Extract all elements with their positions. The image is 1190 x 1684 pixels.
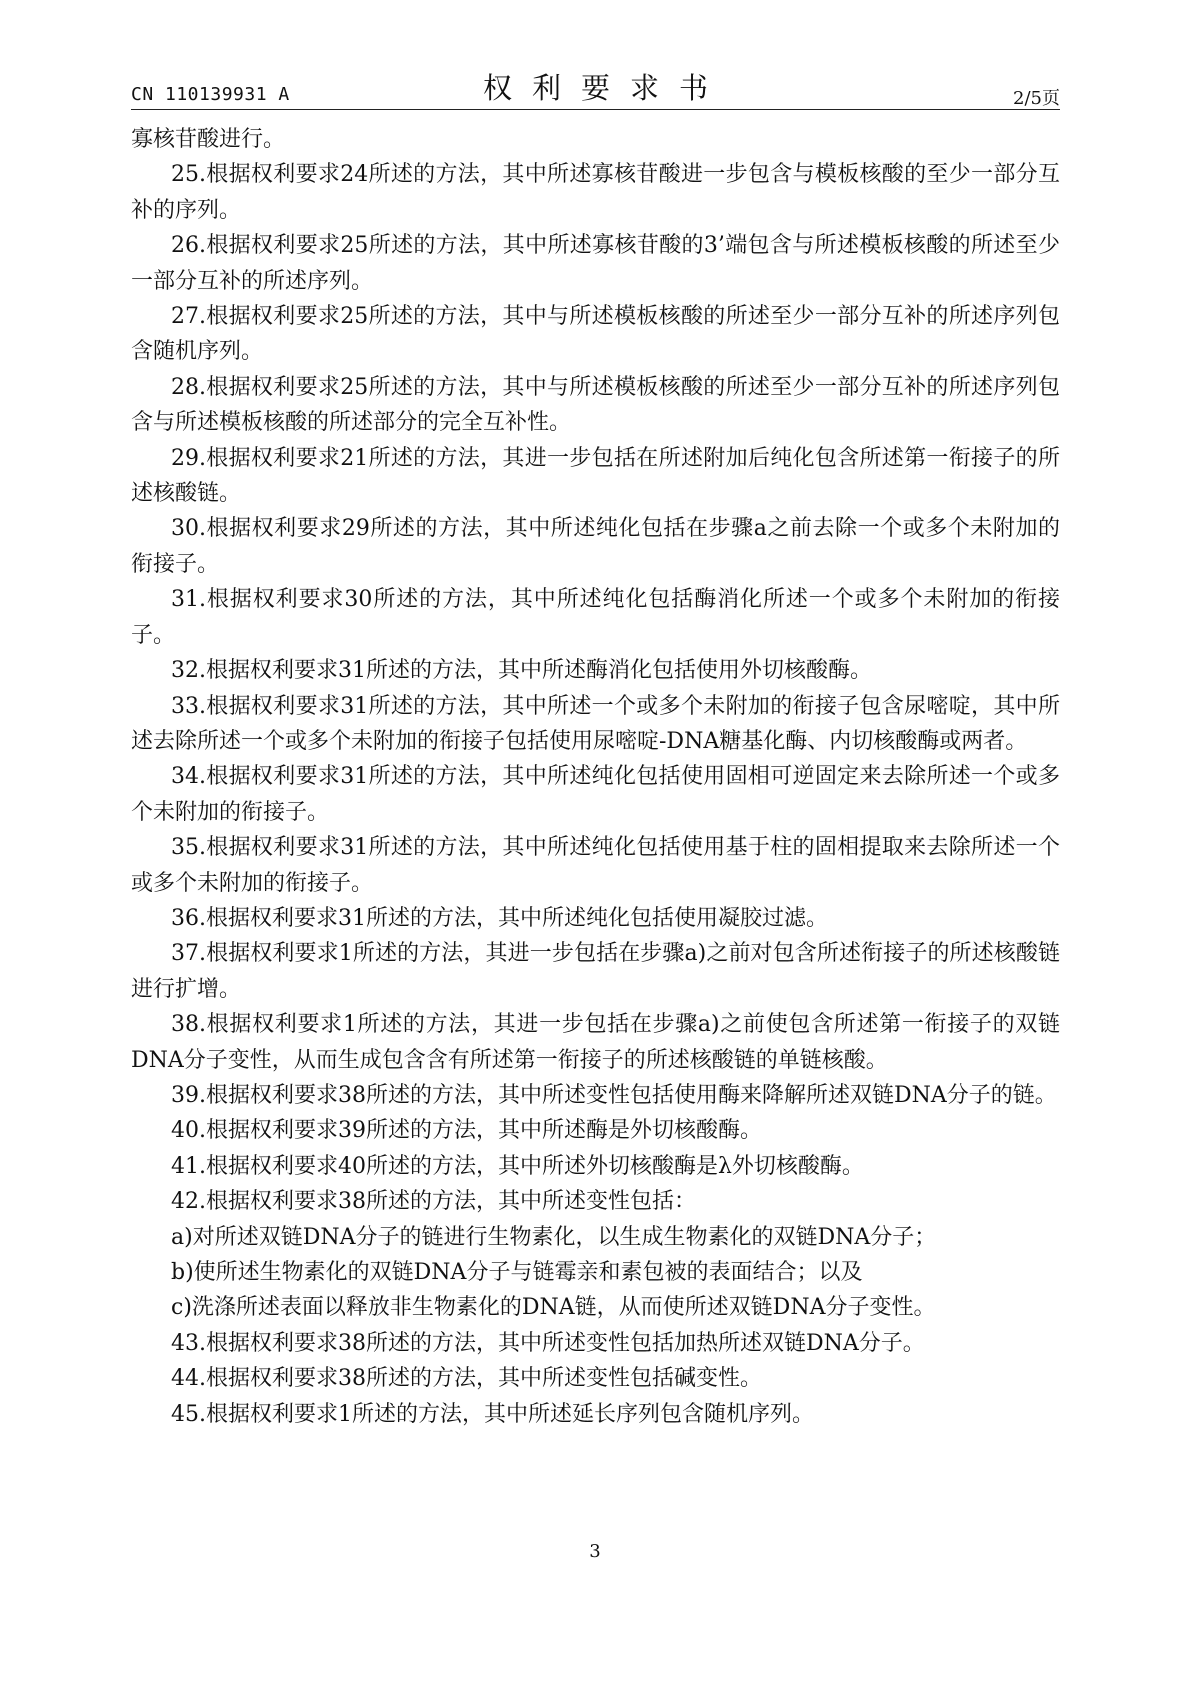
claim-paragraph: 43.根据权利要求38所述的方法，其中所述变性包括加热所述双链DNA分子。 [171, 1330, 925, 1356]
claim-paragraph: 39.根据权利要求38所述的方法，其中所述变性包括使用酶来降解所述双链DNA分子的链。 [171, 1082, 1057, 1108]
continued-paragraph: 寡核苷酸进行。 [131, 127, 286, 152]
claim-paragraph: 32.根据权利要求31所述的方法，其中所述酶消化包括使用外切核酸酶。 [171, 658, 872, 684]
claim-paragraph: 36.根据权利要求31所述的方法，其中所述纯化包括使用凝胶过滤。 [171, 905, 828, 931]
claim-paragraph: 38.根据权利要求1所述的方法，其进一步包括在步骤a)之前使包含所述第一衔接子的双链DNA分子变性，从而生成包含含有所述第一衔接子的所述核酸链的单链核酸。 [131, 1012, 1060, 1073]
page-indicator: 2/5页 [1013, 88, 1060, 109]
claim-paragraph: 40.根据权利要求39所述的方法，其中所述酶是外切核酸酶。 [171, 1118, 762, 1144]
claim-paragraph: 33.根据权利要求31所述的方法，其中所述一个或多个未附加的衔接子包含尿嘧啶，其中所述去除所述一个或多个未附加的衔接子包括使用尿嘧啶-DNA糖基化酶、内切核酸酶或两者。 [131, 693, 1060, 754]
claim-paragraph: 34.根据权利要求31所述的方法，其中所述纯化包括使用固相可逆固定来去除所述一个或多个未附加的衔接子。 [131, 764, 1060, 825]
claim-paragraph: 45.根据权利要求1所述的方法，其中所述延长序列包含随机序列。 [171, 1401, 814, 1427]
claim-paragraph: 41.根据权利要求40所述的方法，其中所述外切核酸酶是λ外切核酸酶。 [171, 1153, 864, 1179]
page-number: 3 [589, 1541, 601, 1562]
claim-paragraph: 29.根据权利要求21所述的方法，其进一步包括在所述附加后纯化包含所述第一衔接子的所述核酸链。 [131, 445, 1060, 507]
claim-paragraph: 28.根据权利要求25所述的方法，其中与所述模板核酸的所述至少一部分互补的所述序列包含与所述模板核酸的所述部分的完全互补性。 [131, 374, 1060, 436]
document-title: 权利要求书 [482, 71, 728, 105]
claim-paragraph: 35.根据权利要求31所述的方法，其中所述纯化包括使用基于柱的固相提取来去除所述一个或多个未附加的衔接子。 [131, 835, 1060, 896]
claim-paragraph: b)使所述生物素化的双链DNA分子与链霉亲和素包被的表面结合；以及 [171, 1260, 863, 1285]
claim-paragraph: 37.根据权利要求1所述的方法，其进一步包括在步骤a)之前对包含所述衔接子的所述核酸链进行扩增。 [131, 941, 1060, 1002]
claim-paragraph: 25.根据权利要求24所述的方法，其中所述寡核苷酸进一步包含与模板核酸的至少一部分互补的序列。 [131, 162, 1060, 223]
claim-paragraph: c)洗涤所述表面以释放非生物素化的DNA链，从而使所述双链DNA分子变性。 [171, 1295, 936, 1321]
claim-paragraph: 42.根据权利要求38所述的方法，其中所述变性包括： [171, 1189, 696, 1215]
publication-number: CN 110139931 A [131, 84, 290, 105]
claim-paragraph: 26.根据权利要求25所述的方法，其中所述寡核苷酸的3’端包含与所述模板核酸的所述至少一部分互补的所述序列。 [131, 233, 1060, 294]
claim-paragraph: 30.根据权利要求29所述的方法，其中所述纯化包括在步骤a之前去除一个或多个未附加的衔接子。 [131, 516, 1060, 577]
claim-paragraph: 27.根据权利要求25所述的方法，其中与所述模板核酸的所述至少一部分互补的所述序列包含随机序列。 [131, 304, 1060, 365]
claim-paragraph: 31.根据权利要求30所述的方法，其中所述纯化包括酶消化所述一个或多个未附加的衔接子。 [131, 587, 1060, 648]
claims-body [131, 122, 1060, 1432]
page-header [131, 62, 1060, 110]
claim-paragraph: a)对所述双链DNA分子的链进行生物素化，以生成生物素化的双链DNA分子； [171, 1224, 937, 1250]
claim-paragraph: 44.根据权利要求38所述的方法，其中所述变性包括碱变性。 [171, 1366, 762, 1392]
header-divider [131, 109, 1060, 110]
